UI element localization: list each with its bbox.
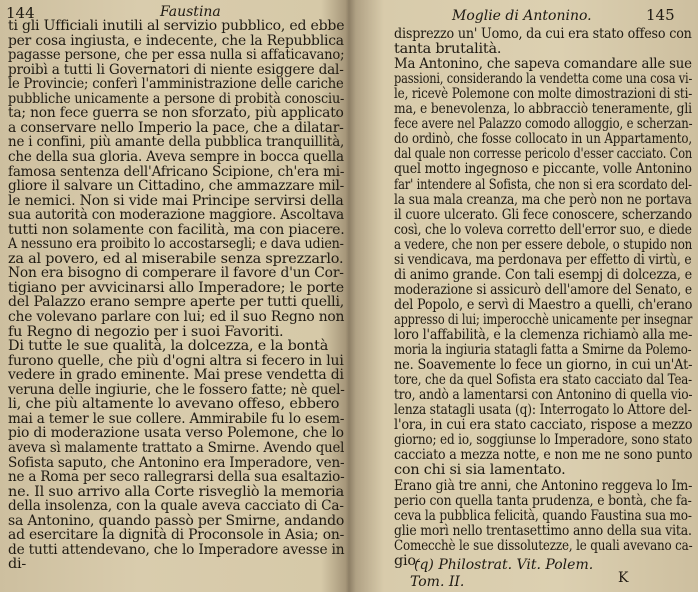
- running-title: Moglie di Antonino.: [452, 8, 592, 24]
- text-line: pio di moderazione usata verso Polemone, che lo: [8, 425, 344, 442]
- text-line: ne. Il suo arrivo alla Corte risvegliò la memoria: [8, 483, 345, 500]
- text-line: del Popolo, e servì di Maestro a quelli, ch'erano: [394, 296, 693, 313]
- text-line: tro, andò a lamentarsi con Antonino di quella vio-: [394, 387, 693, 404]
- text-line: le Provincie; conferì l'amministrazione delle cariche: [8, 76, 344, 93]
- text-line: famosa sentenza dell'Africano Scipione, ch'era mi-: [8, 163, 345, 180]
- text-line: appresso di lui; imperocchè unicamente per insegnar: [394, 311, 693, 328]
- text-line: ti gli Ufficiali inutili al servizio pubblico, ed ebbe: [8, 18, 345, 34]
- text-line: Di tutte le sue qualità, la dolcezza, e la bontà: [8, 338, 329, 355]
- text-line: Sofista saputo, che Antonino era Imperadore, ven-: [8, 454, 345, 471]
- text-line: veruna delle ingiurie, che le fossero fatte; nè quel-: [8, 381, 345, 398]
- text-line: cacciato a mezza notte, e non me ne sono punto: [394, 447, 693, 464]
- text-line: A nessuno era proibito lo accostarsegli; e dava udien-: [8, 236, 344, 253]
- right-page: [350, 0, 698, 592]
- text-line: moderazione si assicurò dell'amore del Senato, e: [394, 281, 692, 298]
- signature-mark: K: [618, 570, 629, 586]
- text-line: aveva sì malamente trattato a Smirne. Avendo quel: [8, 439, 345, 456]
- text-line: a vedere, che non per essere debole, o stupido non: [394, 236, 693, 253]
- text-line: li, che più altamente lo avevano offeso, ebbero: [8, 396, 340, 413]
- text-line: ne a Roma per seco rallegrarsi della sua esaltazio-: [8, 469, 345, 486]
- text-line: di animo grande. Con tali esempj di dolcezza, e: [394, 266, 693, 283]
- text-line: Ma Antonino, che sapeva comandare alle sue: [394, 56, 692, 73]
- footnote: (q) Philostrat. Vit. Polem.: [414, 557, 594, 573]
- text-line: a conservare nello Imperio la pace, che a dilatar-: [8, 119, 344, 136]
- text-line: tutti non solamente con facilità, ma con piacere.: [8, 221, 345, 238]
- text-line: za al povero, ed al miserabile senza sprezzarlo.: [8, 250, 344, 267]
- text-line: l'ora, in cui era stato cacciato, rispose a mezzo: [394, 417, 693, 434]
- text-line: Erano già tre anni, che Antonino reggeva lo Im-: [394, 477, 693, 494]
- text-line: dal quale non corresse pericolo d'esser cacciato. Con: [394, 146, 693, 163]
- text-line: loro l'affabilità, e la clemenza richiamò alla me-: [394, 327, 693, 343]
- page-number: 144: [6, 4, 35, 22]
- text-line: mai a temer le sue collere. Ammirabile fu lo esem-: [8, 410, 345, 427]
- text-line: ne. Soavemente lo fece un giorno, in cui un'At-: [394, 357, 693, 374]
- text-line: ne i confini, più amante della pubblica tranquillità,: [8, 134, 345, 151]
- text-line: furono quelle, che più d'ogni altra si fecero in lui: [8, 352, 344, 369]
- text-line: lenza statagli usata (q): Interrogato lo Attore del-: [394, 402, 692, 419]
- text-line: di-: [8, 556, 27, 573]
- text-line: così, che lo voleva corretto dell'error suo, e diede: [394, 221, 692, 238]
- text-line: sua autorità con moderazione maggiore. Ascoltava: [8, 207, 344, 224]
- text-line: disprezzo un' Uomo, da cui era stato offeso con: [394, 26, 692, 42]
- text-line: le, ricevè Polemone con molte dimostrazioni di sti-: [394, 86, 693, 103]
- text-line: do ordinò, che fosse collocato in un Appartamento,: [394, 131, 692, 148]
- text-line: la sua mala creanza, ma che però non ne portava: [394, 191, 692, 208]
- text-line: gliore il salvare un Cittadino, che ammazzare mil-: [8, 178, 345, 195]
- text-line: ta; non fece guerra se non sforzato, più applicato: [8, 105, 344, 122]
- text-line: fece avere nel Palazzo comodo alloggio, e scherzan-: [394, 116, 693, 133]
- text-line: ma, e benevolenza, lo abbracciò teneramente, gli: [394, 101, 692, 118]
- volume-mark: Tom. II.: [410, 574, 465, 590]
- text-line: gio-: [394, 552, 421, 569]
- text-line: Non era bisogno di comperare il favore d'un Cor-: [8, 265, 344, 282]
- text-line: il cuore ulcerato. Gli fece conoscere, scherzando: [394, 206, 692, 223]
- text-line: ceva la pubblica felicità, quando Faustina sua mo-: [394, 507, 692, 524]
- text-line: per cosa ingiusta, e indecente, che la Repubblica: [8, 32, 344, 49]
- text-line: ad esercitare la dignità di Proconsole in Asia; on-: [8, 527, 345, 544]
- text-line: Comecchè le sue dissolutezze, le quali avevano ca-: [394, 537, 693, 554]
- text-line: della insolenza, con la quale aveva cacciato di Ca-: [8, 498, 344, 515]
- page-number: 145: [646, 6, 675, 24]
- text-line: far' intendere al Sofista, che non si era scordato del-: [394, 176, 692, 193]
- text-line: quel motto ingegnoso e piccante, volle Antonino: [394, 161, 692, 178]
- text-line: passioni, considerando la vendetta come una cosa vi-: [394, 71, 693, 88]
- text-line: del Palazzo erano sempre aperte per tutti quelli,: [8, 294, 345, 311]
- text-line: pubbliche unicamente a persone di probità conosciu-: [8, 90, 345, 107]
- text-line: pagasse persone, che per essa nulla si affaticavano;: [8, 47, 345, 64]
- text-line: tigiano per avvicinarsi allo Imperadore; le porte: [8, 279, 344, 296]
- text-line: le nemici. Non si vide mai Principe servirsi della: [8, 192, 344, 209]
- text-line: che volevano parlare con lui; ed il suo Regno non: [8, 309, 345, 325]
- text-line: giorno; ed io, soggiunse lo Imperadore, sono stato: [394, 432, 693, 449]
- text-line: tore, che da quel Sofista era stato cacciato dal Tea-: [394, 372, 692, 389]
- text-line: proibì a tutti li Governatori di niente esiggere dal-: [8, 61, 344, 78]
- text-line: perio con quella tanta prudenza, e bontà, che fa-: [394, 492, 692, 509]
- text-line: tanta brutalità.: [394, 41, 502, 58]
- text-line: de tutti attendevano, che lo Imperadore avesse in: [8, 541, 345, 558]
- text-line: sa Antonino, quando passò per Smirne, andando: [8, 512, 345, 529]
- text-line: con chi si sia lamentato.: [394, 462, 566, 479]
- text-line: fu Regno di negozio per i suoi Favoriti.: [8, 323, 284, 340]
- text-line: vedere in grado eminente. Mai prese vendetta di: [8, 367, 344, 384]
- running-title: Faustina: [160, 4, 221, 20]
- text-line: che della sua gloria. Aveva sempre in bocca quella: [8, 148, 344, 165]
- text-line: glie morì nello trentasettimo anno della sua vita.: [394, 522, 692, 539]
- text-line: moria la ingiuria statagli fatta a Smirne da Polemo-: [394, 342, 692, 359]
- text-line: si vendicava, ma perdonava per effetto di virtù, e: [394, 251, 692, 268]
